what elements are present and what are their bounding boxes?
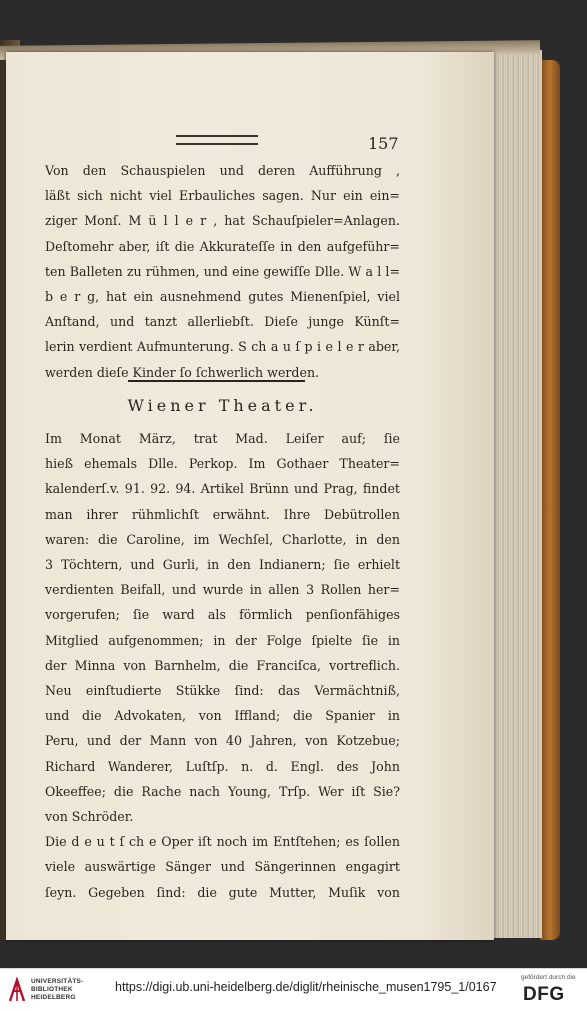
text-line: Im Monat März, trat Mad. Leiſer auf; ſie xyxy=(45,431,400,446)
book-cover-right xyxy=(540,60,560,940)
paragraph-wiener-theater xyxy=(45,426,400,905)
text-line: ziger Monſ. M ü l l e r , hat Schauſpieler=Anlagen. xyxy=(45,213,400,229)
section-title: Wiener Theater. xyxy=(127,396,318,415)
logo-line: BIBLIOTHEK xyxy=(31,986,73,993)
paragraph-theatre-report xyxy=(45,158,400,385)
text-line: waren: die Caroline, im Wechſel, Charlotte, in den xyxy=(45,531,400,547)
text-line: von Schröder. xyxy=(45,809,134,825)
text-line: Von den Schauspielen und deren Aufführung , xyxy=(45,163,400,178)
text-line: lerin verdient Aufmunterung. S ch a u ſ p i e l e r aber, xyxy=(45,339,400,355)
text-line: verdienten Beifall, und wurde in allen 3 Rollen her= xyxy=(45,582,400,598)
library-logo-text[interactable] xyxy=(31,978,83,1002)
text-line: viele auswärtige Sänger und Sängerinnen engagirt xyxy=(45,859,400,875)
page-number: 157 xyxy=(368,134,399,153)
text-line: ten Balleten zu rühmen, und eine gewiſſe Dlle. W a l l= xyxy=(45,263,400,279)
text-line: Die d e u t ſ ch e Oper iſt noch im Entſtehen; es ſollen xyxy=(45,834,400,850)
text-line: werden dieſe Kinder ſo ſchwerlich werden. xyxy=(45,364,320,380)
header-rule xyxy=(176,135,258,145)
text-line: Mitglied aufgenommen; in der Folge ſpielte ſie in xyxy=(45,632,400,648)
text-line: läßt sich nicht viel Erbauliches sagen. Nur ein ein= xyxy=(45,188,400,204)
logo-line: UNIVERSITÄTS- xyxy=(31,978,84,985)
text-line: Richard Wanderer, Luſtſp. n. d. Engl. des John xyxy=(45,758,400,774)
text-line: Peru, und der Mann von 40 Jahren, von Kotzebue; xyxy=(45,733,400,749)
dfg-logo[interactable]: DFG xyxy=(523,984,565,1005)
text-line: der Minna von Barnhelm, die Franciſca, vortreflich. xyxy=(45,657,400,673)
logo-line: HEIDELBERG xyxy=(31,994,76,1001)
text-line: Neu einſtudierte Stükke ſind: das Vermächtniß, xyxy=(45,683,400,699)
text-line: 3 Töchtern, und Gurli, in den Indianern; ſie erhielt xyxy=(45,557,400,573)
text-line: Anſtand, und tanzt allerliebſt. Dieſe junge Künſt= xyxy=(45,314,400,330)
text-line: und die Advokaten, von Iffland; die Spanier in xyxy=(45,708,400,724)
text-line: ſeyn. Gegeben ſind: die gute Mutter, Muſik von xyxy=(45,884,400,900)
text-line: Okeeffee; die Rache nach Young, Trſp. Wer iſt Sie? xyxy=(45,783,400,799)
viewer-footer xyxy=(0,968,587,1011)
page-fore-edge xyxy=(490,50,542,938)
text-line: vorgerufen; ſie ward als förmlich penſionfähiges xyxy=(45,607,400,623)
text-line: Deſtomehr aber, iſt die Akkurateſſe in den aufgeführ= xyxy=(45,238,400,254)
funded-by-label: gefördert durch die xyxy=(521,974,576,981)
university-library-logo-icon[interactable] xyxy=(8,977,26,1003)
section-divider xyxy=(128,380,305,382)
text-line: b e r g, hat ein ausnehmend gutes Mienenſpiel, viel xyxy=(45,289,400,305)
text-line: kalenderſ.v. 91. 92. 94. Artikel Brünn und Prag, findet xyxy=(45,481,400,497)
permalink-url[interactable]: https://digi.ub.uni-heidelberg.de/diglit/rheinische_musen1795_1/0167 xyxy=(115,980,497,994)
text-line: man ihrer rühmlichſt erwähnt. Ihre Debütrollen xyxy=(45,506,400,522)
text-line: hieß ehemals Dlle. Perkop. Im Gothaer Theater= xyxy=(45,456,400,472)
